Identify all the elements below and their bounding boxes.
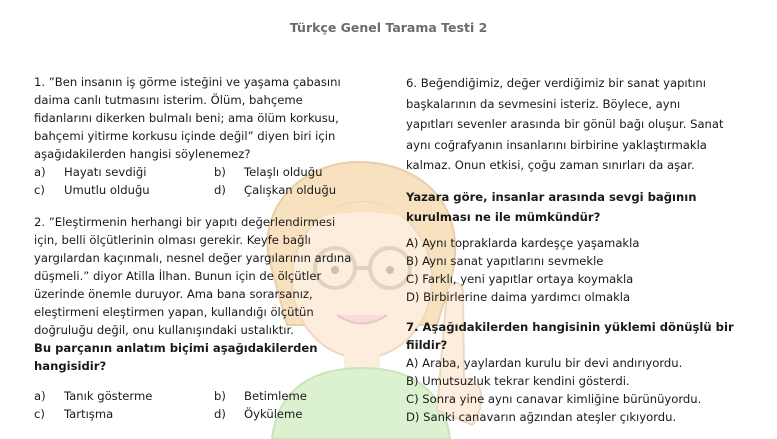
q2-question: Bu parçanın anlatım biçimi aşağıdakilerden xyxy=(34,341,318,355)
right-column xyxy=(406,73,766,426)
q2-line: 2. ”Eleştirmenin herhangi bir yapıtı değerlendirmesi xyxy=(34,215,336,229)
q2-line: yargılardan kaçınmalı, nesnel değer yargılarının ardına xyxy=(34,251,352,265)
q2-question: hangisidir? xyxy=(34,359,107,373)
question-6 xyxy=(406,73,766,306)
q7-option-d[interactable]: D) Sanki canavarın ağzından ateşler çıkıyordu. xyxy=(406,409,677,424)
q6-line: yapıtları sevenler arasında bir gönül bağı oluşur. Sanat xyxy=(406,117,724,131)
q1-line: aşağıdakilerden hangisi söylenemez? xyxy=(34,147,251,161)
q2-options xyxy=(34,387,384,423)
q1-option-letter[interactable]: b) xyxy=(214,165,226,179)
q7-question: fiildir? xyxy=(406,337,448,352)
q6-option-d[interactable]: D) Birbirlerine daima yardımcı olmakla xyxy=(406,289,631,304)
q2-line: düşmeli.” diyor Atilla İlhan. Bunun için de ölçütler xyxy=(34,269,322,283)
q2-line: üzerinde önemle duruyor. Ama bana sorarsanız, xyxy=(34,287,313,301)
q2-option-text[interactable]: Tartışma xyxy=(64,407,114,421)
q1-line: daima canlı tutmasını isterim. Ölüm, bahçeme xyxy=(34,93,303,107)
q1-option-text[interactable]: Çalışkan olduğu xyxy=(244,183,337,197)
q7-option-c[interactable]: C) Sonra yine aynı canavar kimliğine bürünüyordu. xyxy=(406,391,702,406)
left-column xyxy=(34,73,384,423)
q1-line: bahçemi yitirme korkusu içinde değil” diyen biri için xyxy=(34,129,336,143)
q2-option-text[interactable]: Betimleme xyxy=(244,389,307,403)
q6-option-a[interactable]: A) Aynı topraklarda kardeşçe yaşamakla xyxy=(406,235,640,250)
question-1 xyxy=(34,73,384,199)
q6-option-c[interactable]: C) Farklı, yeni yapıtlar ortaya koymakla xyxy=(406,271,634,286)
q7-option-a[interactable]: A) Araba, yaylardan kurulu bir devi andırıyordu. xyxy=(406,355,683,370)
q1-option-text[interactable]: Umutlu olduğu xyxy=(64,183,150,197)
q2-line: eleştirmeni eleştirmen yapan, kullandığı ölçütün xyxy=(34,305,314,319)
question-7 xyxy=(406,318,766,426)
q1-options xyxy=(34,163,384,199)
q1-option-letter[interactable]: d) xyxy=(214,183,226,197)
q2-line: doğruluğu değil, onu kullanışındaki ustalıktır. xyxy=(34,323,294,337)
q6-line: kalmaz. Onun etkisi, çoğu zaman sınırları da aşar. xyxy=(406,158,695,172)
question-2 xyxy=(34,213,384,423)
page-title: Türkçe Genel Tarama Testi 2 xyxy=(289,20,488,35)
q7-question: 7. Aşağıdakilerden hangisinin yüklemi dönüşlü bir xyxy=(406,319,734,334)
q2-option-letter[interactable]: d) xyxy=(214,407,226,421)
q1-option-letter[interactable]: a) xyxy=(34,165,46,179)
q6-line: aynı coğrafyanın insanlarını birbirine yaklaştırmakla xyxy=(406,137,707,152)
q1-line: 1. ”Ben insanın iş görme isteğini ve yaşama çabasını xyxy=(34,75,341,89)
q2-line: için, belli ölçütlerinin olması gerekir. Keyfe bağlı xyxy=(34,233,311,247)
q2-option-letter[interactable]: a) xyxy=(34,389,46,403)
q6-option-b[interactable]: B) Aynı sanat yapıtlarını sevmekle xyxy=(406,253,604,268)
q2-option-text[interactable]: Tanık gösterme xyxy=(64,389,153,403)
q6-question: Yazara göre, insanlar arasında sevgi bağının xyxy=(406,189,697,204)
q7-option-b[interactable]: B) Umutsuzluk tekrar kendini gösterdi. xyxy=(406,373,630,388)
q1-option-letter[interactable]: c) xyxy=(34,183,45,197)
q2-option-text[interactable]: Öyküleme xyxy=(244,407,303,421)
q1-option-text[interactable]: Hayatı sevdiği xyxy=(64,165,147,179)
q6-question: kurulması ne ile mümkündür? xyxy=(406,210,601,224)
q1-line: fidanlarını dikerken bulmalı beni; ama ölüm korkusu, xyxy=(34,111,339,125)
q2-option-letter[interactable]: c) xyxy=(34,407,45,421)
q2-option-letter[interactable]: b) xyxy=(214,389,226,403)
q6-line: 6. Beğendiğimiz, değer verdiğimiz bir sanat yapıtını xyxy=(406,76,706,90)
q6-line: başkalarının da sevmesini isteriz. Böylece, aynı xyxy=(406,96,681,111)
q1-option-text[interactable]: Telaşlı olduğu xyxy=(244,165,323,179)
